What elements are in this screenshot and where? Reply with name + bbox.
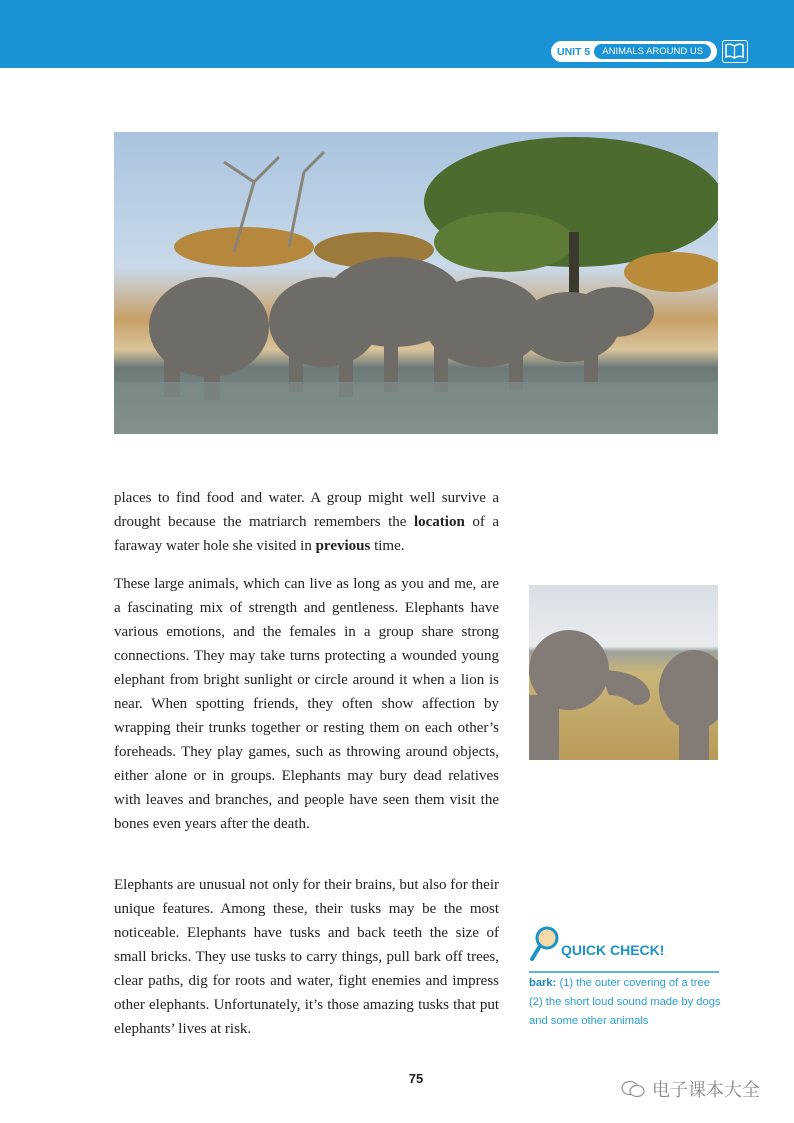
quick-check-title: QUICK CHECK! xyxy=(561,942,665,958)
wechat-icon xyxy=(620,1079,646,1099)
divider xyxy=(529,971,719,973)
page-number: 75 xyxy=(408,1071,424,1086)
text-run: time. xyxy=(370,538,405,554)
unit-label: UNIT 5 xyxy=(557,45,591,58)
paragraph-3: Elephants are unusual not only for their brains, but also for their unique features. Among these, their tusks may be the most noticeable. Elephants have tusks and back teeth the size of small bricks. They use tusks to carry things, pull bark off trees, clear paths, dig for roots and water, fight enemies and impress other elephants. Unfortunately, it’s those amazing tusks that put elephants’ lives at risk. xyxy=(114,877,499,1037)
watermark xyxy=(620,1076,760,1102)
vocab-location: location xyxy=(413,514,465,530)
unit-title: ANIMALS AROUND US xyxy=(594,44,711,59)
watermark-text: 电子课本大全 xyxy=(652,1080,760,1101)
text-run: of a faraway water hole she visited in xyxy=(114,514,499,554)
page-header xyxy=(0,0,794,68)
unit-badge xyxy=(551,41,717,62)
definition: (1) the outer covering of a tree (2) the short loud sound made by dogs and some other animals xyxy=(529,977,721,1027)
paragraph-1 xyxy=(114,486,499,558)
elephant-herd-photo xyxy=(114,132,718,434)
book-icon xyxy=(722,40,748,63)
elephants-trunks-photo xyxy=(529,585,718,760)
paragraph-2: These large animals, which can live as long as you and me, are a fascinating mix of strength and gentleness. Elephants have various emotions, and the females in a group share strong connections. They may take turns protecting a wounded young elephant from bright sunlight or circle around it when a lion is near. When spotting friends, they often show affection by wrapping their trunks together or resting them on each other’s foreheads. They play games, such as throwing around objects, either alone or in groups. Elephants may bury dead relatives with leaves and branches, and people have seen them visit the bones even years after the death. xyxy=(114,576,499,832)
term: bark: xyxy=(529,977,557,989)
vocab-previous: previous xyxy=(315,538,371,554)
magnifier-icon xyxy=(529,925,561,965)
text-run: places to find food and water. A group might well survive a drought because the matriarch remembers the xyxy=(114,490,499,530)
quick-check-definition xyxy=(529,974,721,1031)
